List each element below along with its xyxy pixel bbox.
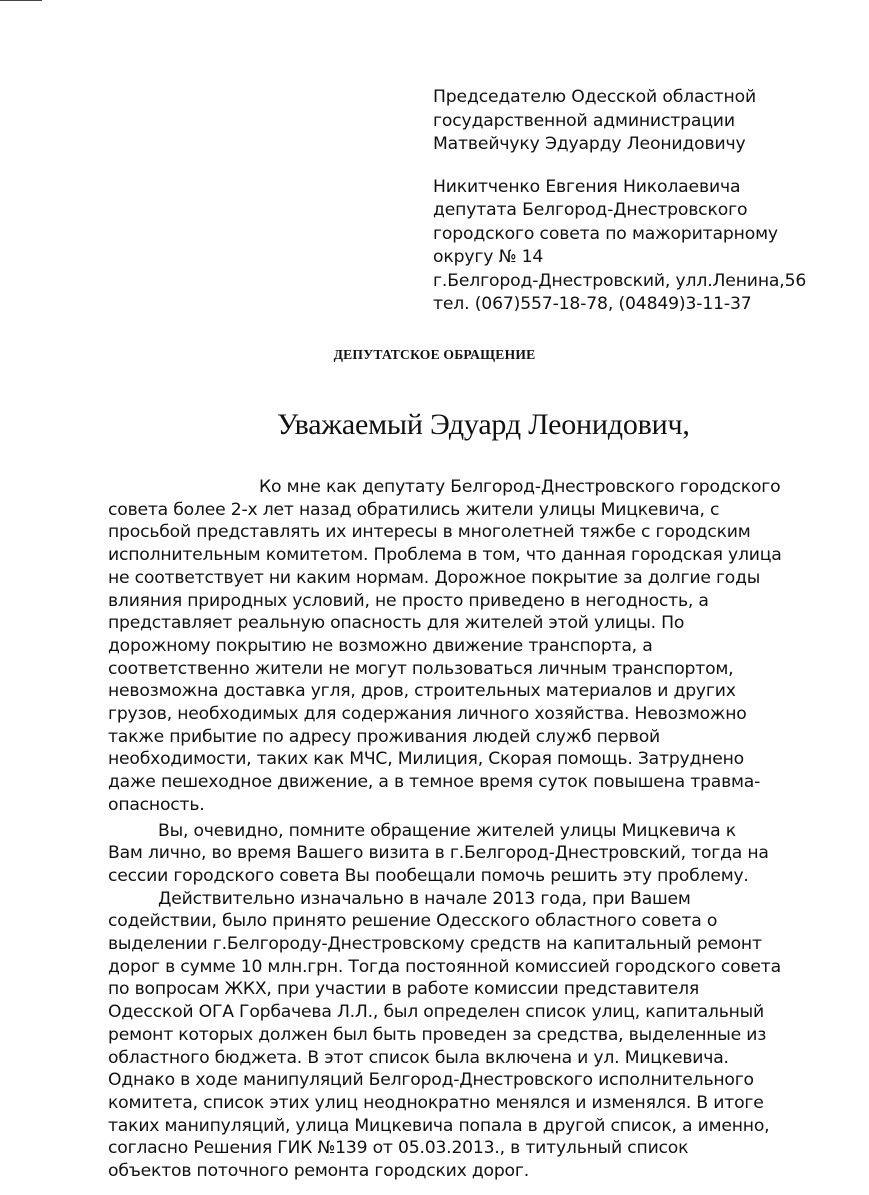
body-line: просьбой представлять их интересы в многолетней тяжбе с городским	[108, 522, 751, 543]
body-line: Однако в ходе манипуляций Белгород-Днестровского исполнительного	[108, 1070, 754, 1091]
addressee-line: государственной администрации	[433, 110, 735, 131]
sender-phone: тел. (067)557-18-78, (04849)3-11-37	[433, 294, 752, 315]
addressee-line: Матвейчуку Эдуарду Леонидовичу	[433, 134, 746, 154]
document-title: ДЕПУТАТСКОЕ ОБРАЩЕНИЕ	[333, 347, 536, 362]
body-line: даже пешеходное движение, а в темное время суток повышена травма-	[108, 772, 761, 793]
body-line: комитета, список этих улиц неоднократно менялся и изменялся. В итоге	[108, 1092, 764, 1113]
body-line: Ко мне как депутату Белгород-Днестровского городского	[259, 477, 781, 497]
body-line: Действительно изначально в начале 2013 года, при Вашем	[158, 888, 691, 909]
sender-address: г.Белгород-Днестровский, улл.Ленина,56	[433, 270, 807, 291]
sender-position: городского совета по мажоритарному	[433, 223, 778, 244]
addressee-block	[433, 86, 756, 157]
body-line: влияния природных условий, не просто приведено в негодность, а	[108, 590, 709, 611]
body-line: ремонт которых должен был быть проведен за средства, выделенные из	[108, 1024, 767, 1045]
body-line: по вопросам ЖКХ, при участии в работе комиссии представителя	[108, 979, 700, 1000]
sender-name: Никитченко Евгения Николаевича	[433, 177, 741, 197]
sender-block	[433, 176, 806, 316]
letter-body	[108, 476, 832, 1183]
body-line: грузов, необходимых для содержания личного хозяйства. Невозможно	[108, 704, 747, 725]
body-line: областного бюджета. В этот список была включена и ул. Мицкевича.	[108, 1047, 729, 1068]
body-line: исполнительным комитетом. Проблема в том, что данная городская улица	[108, 545, 782, 566]
body-line: невозможна доставка угля, дров, строительных материалов и других	[108, 681, 736, 702]
body-line: представляет реальную опасность для жителей этой улицы. По	[108, 613, 685, 634]
scan-edge-mark	[0, 0, 42, 1]
body-line: дорог в сумме 10 млн.грн. Тогда постоянной комиссией городского совета	[108, 956, 781, 977]
body-line: также прибытие по адресу проживания людей служб первой	[108, 726, 660, 747]
body-line: согласно Решения ГИК №139 от 05.03.2013., в титульный список	[108, 1138, 689, 1159]
body-line: объектов поточного ремонта городских дорог.	[108, 1161, 529, 1182]
body-line: Одесской ОГА Горбачева Л.Л., был определен список улиц, капитальный	[108, 1002, 764, 1023]
body-line: Вы, очевидно, помните обращение жителей улицы Мицкевича к	[158, 820, 736, 841]
sender-district: округу № 14	[433, 247, 544, 268]
addressee-line: Председателю Одесской областной	[433, 87, 757, 107]
body-line: содействии, было принято решение Одесского областного совета о	[108, 911, 718, 932]
body-line: не соответствует ни каким нормам. Дорожное покрытие за долгие годы	[108, 567, 761, 588]
body-line: сессии городского совета Вы пообещали помочь решить эту проблему.	[108, 865, 749, 886]
body-line: дорожному покрытию не возможно движение транспорта, а	[108, 635, 653, 656]
body-line: выделении г.Белгороду-Днестровскому средств на капитальный ремонт	[108, 934, 762, 955]
body-line: Вам лично, во время Вашего визита в г.Белгород-Днестровский, тогда на	[108, 843, 769, 864]
body-line: соответственно жители не могут пользоваться личным транспортом,	[108, 658, 734, 679]
body-line: опасность.	[108, 794, 205, 815]
body-line: совета более 2-х лет назад обратились жители улицы Мицкевича, с	[108, 499, 720, 520]
salutation: Уважаемый Эдуард Леонидович,	[277, 408, 690, 441]
sender-position: депутата Белгород-Днестровского	[433, 200, 748, 221]
body-line: необходимости, таких как МЧС, Милиция, Скорая помощь. Затруднено	[108, 749, 744, 770]
body-line: таких манипуляций, улица Мицкевича попала в другой список, а именно,	[108, 1115, 770, 1136]
